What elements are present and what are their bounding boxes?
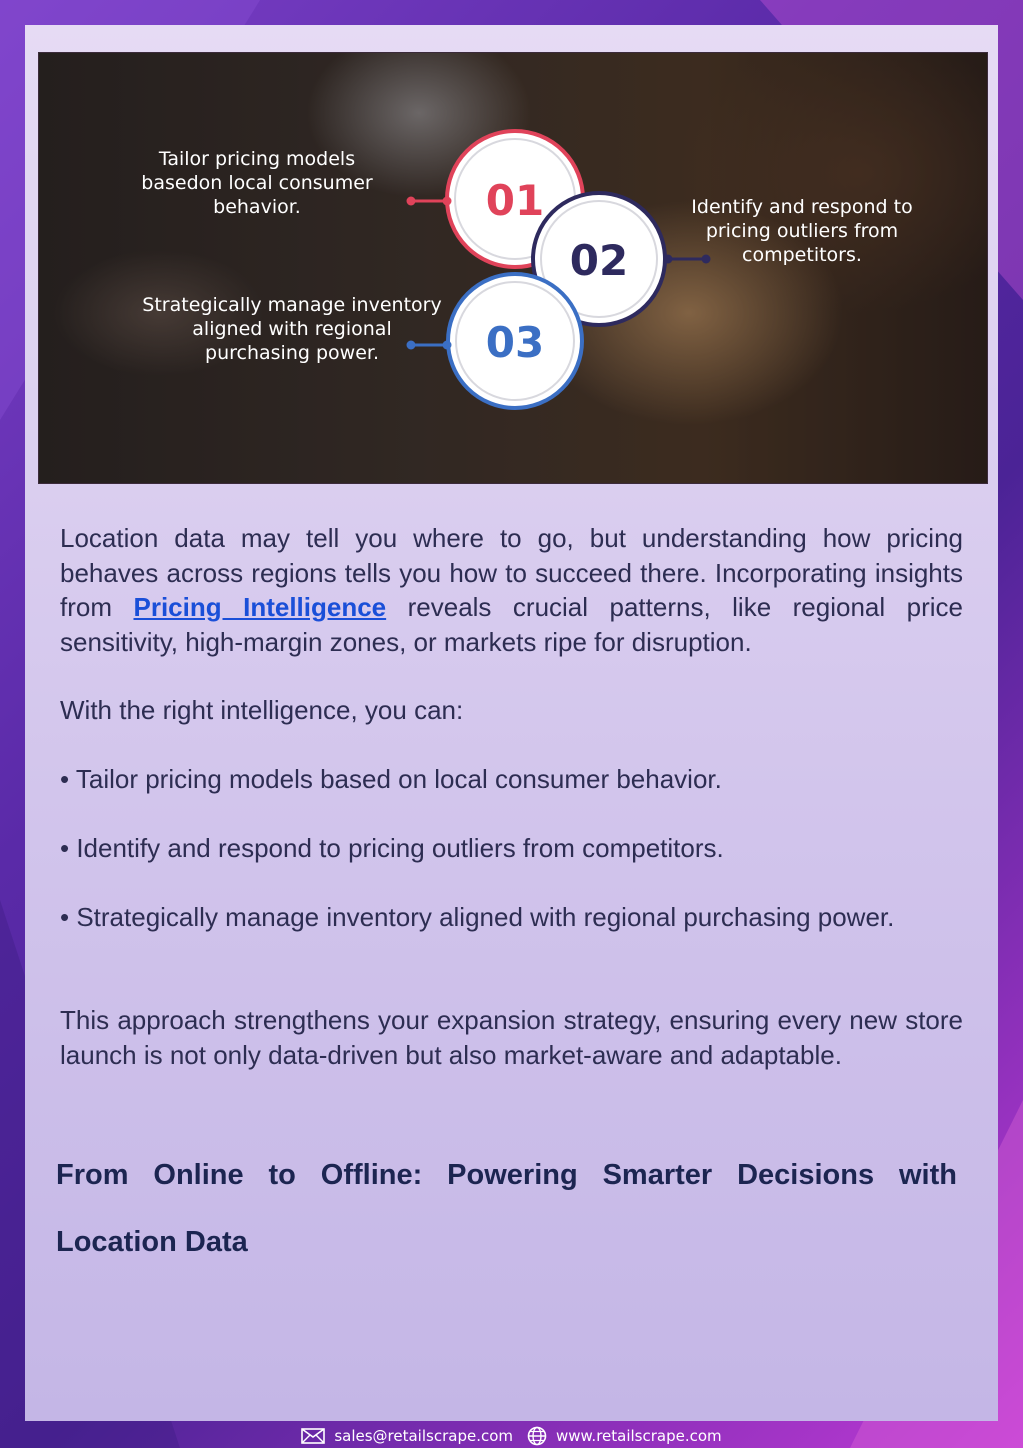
step-03-circle — [448, 274, 582, 408]
step-03-text: Strategically manage inventory aligned with regional purchasing power. — [142, 294, 442, 364]
pricing-intelligence-link[interactable]: Pricing Intelligence — [133, 592, 387, 622]
section-heading: From Online to Offline: Powering Smarter Decisions with Location Data — [56, 1159, 957, 1258]
step-02-text: Identify and respond to pricing outliers from competitors. — [691, 196, 913, 266]
footer-website[interactable]: www.retailscrape.com — [527, 1426, 722, 1446]
step-03-number: 03 — [485, 318, 545, 367]
infographic-graphic — [39, 53, 987, 483]
bullet-item: • Strategically manage inventory aligned with regional purchasing power. — [60, 902, 895, 932]
step-01-number: 01 — [485, 176, 545, 225]
step-01-text: Tailor pricing models basedon local consumer behavior. — [141, 148, 373, 218]
footer-contact — [0, 1423, 1023, 1448]
intro-paragraph: Location data may tell you where to go, but understanding how pricing behaves across regions tells you how to succeed there. Incorporating insights from Pricing Intelligence reveals crucial patterns, like regional price sensitivity, high-margin zones, or markets ripe for disruption. — [60, 523, 963, 657]
footer-email[interactable]: sales@retailscrape.com — [301, 1427, 513, 1445]
closing-paragraph: This approach strengthens your expansion strategy, ensuring every new store launch is not only data-driven but also market-aware and adaptable. — [60, 1005, 963, 1070]
hero-infographic — [38, 52, 988, 484]
lead-in-text: With the right intelligence, you can: — [60, 695, 464, 725]
bullet-item: • Tailor pricing models based on local consumer behavior. — [60, 764, 722, 794]
globe-icon — [527, 1426, 547, 1446]
envelope-icon — [301, 1428, 325, 1444]
step-02-number: 02 — [569, 236, 629, 285]
bullet-item: • Identify and respond to pricing outliers from competitors. — [60, 833, 724, 863]
document-page — [25, 25, 998, 1421]
